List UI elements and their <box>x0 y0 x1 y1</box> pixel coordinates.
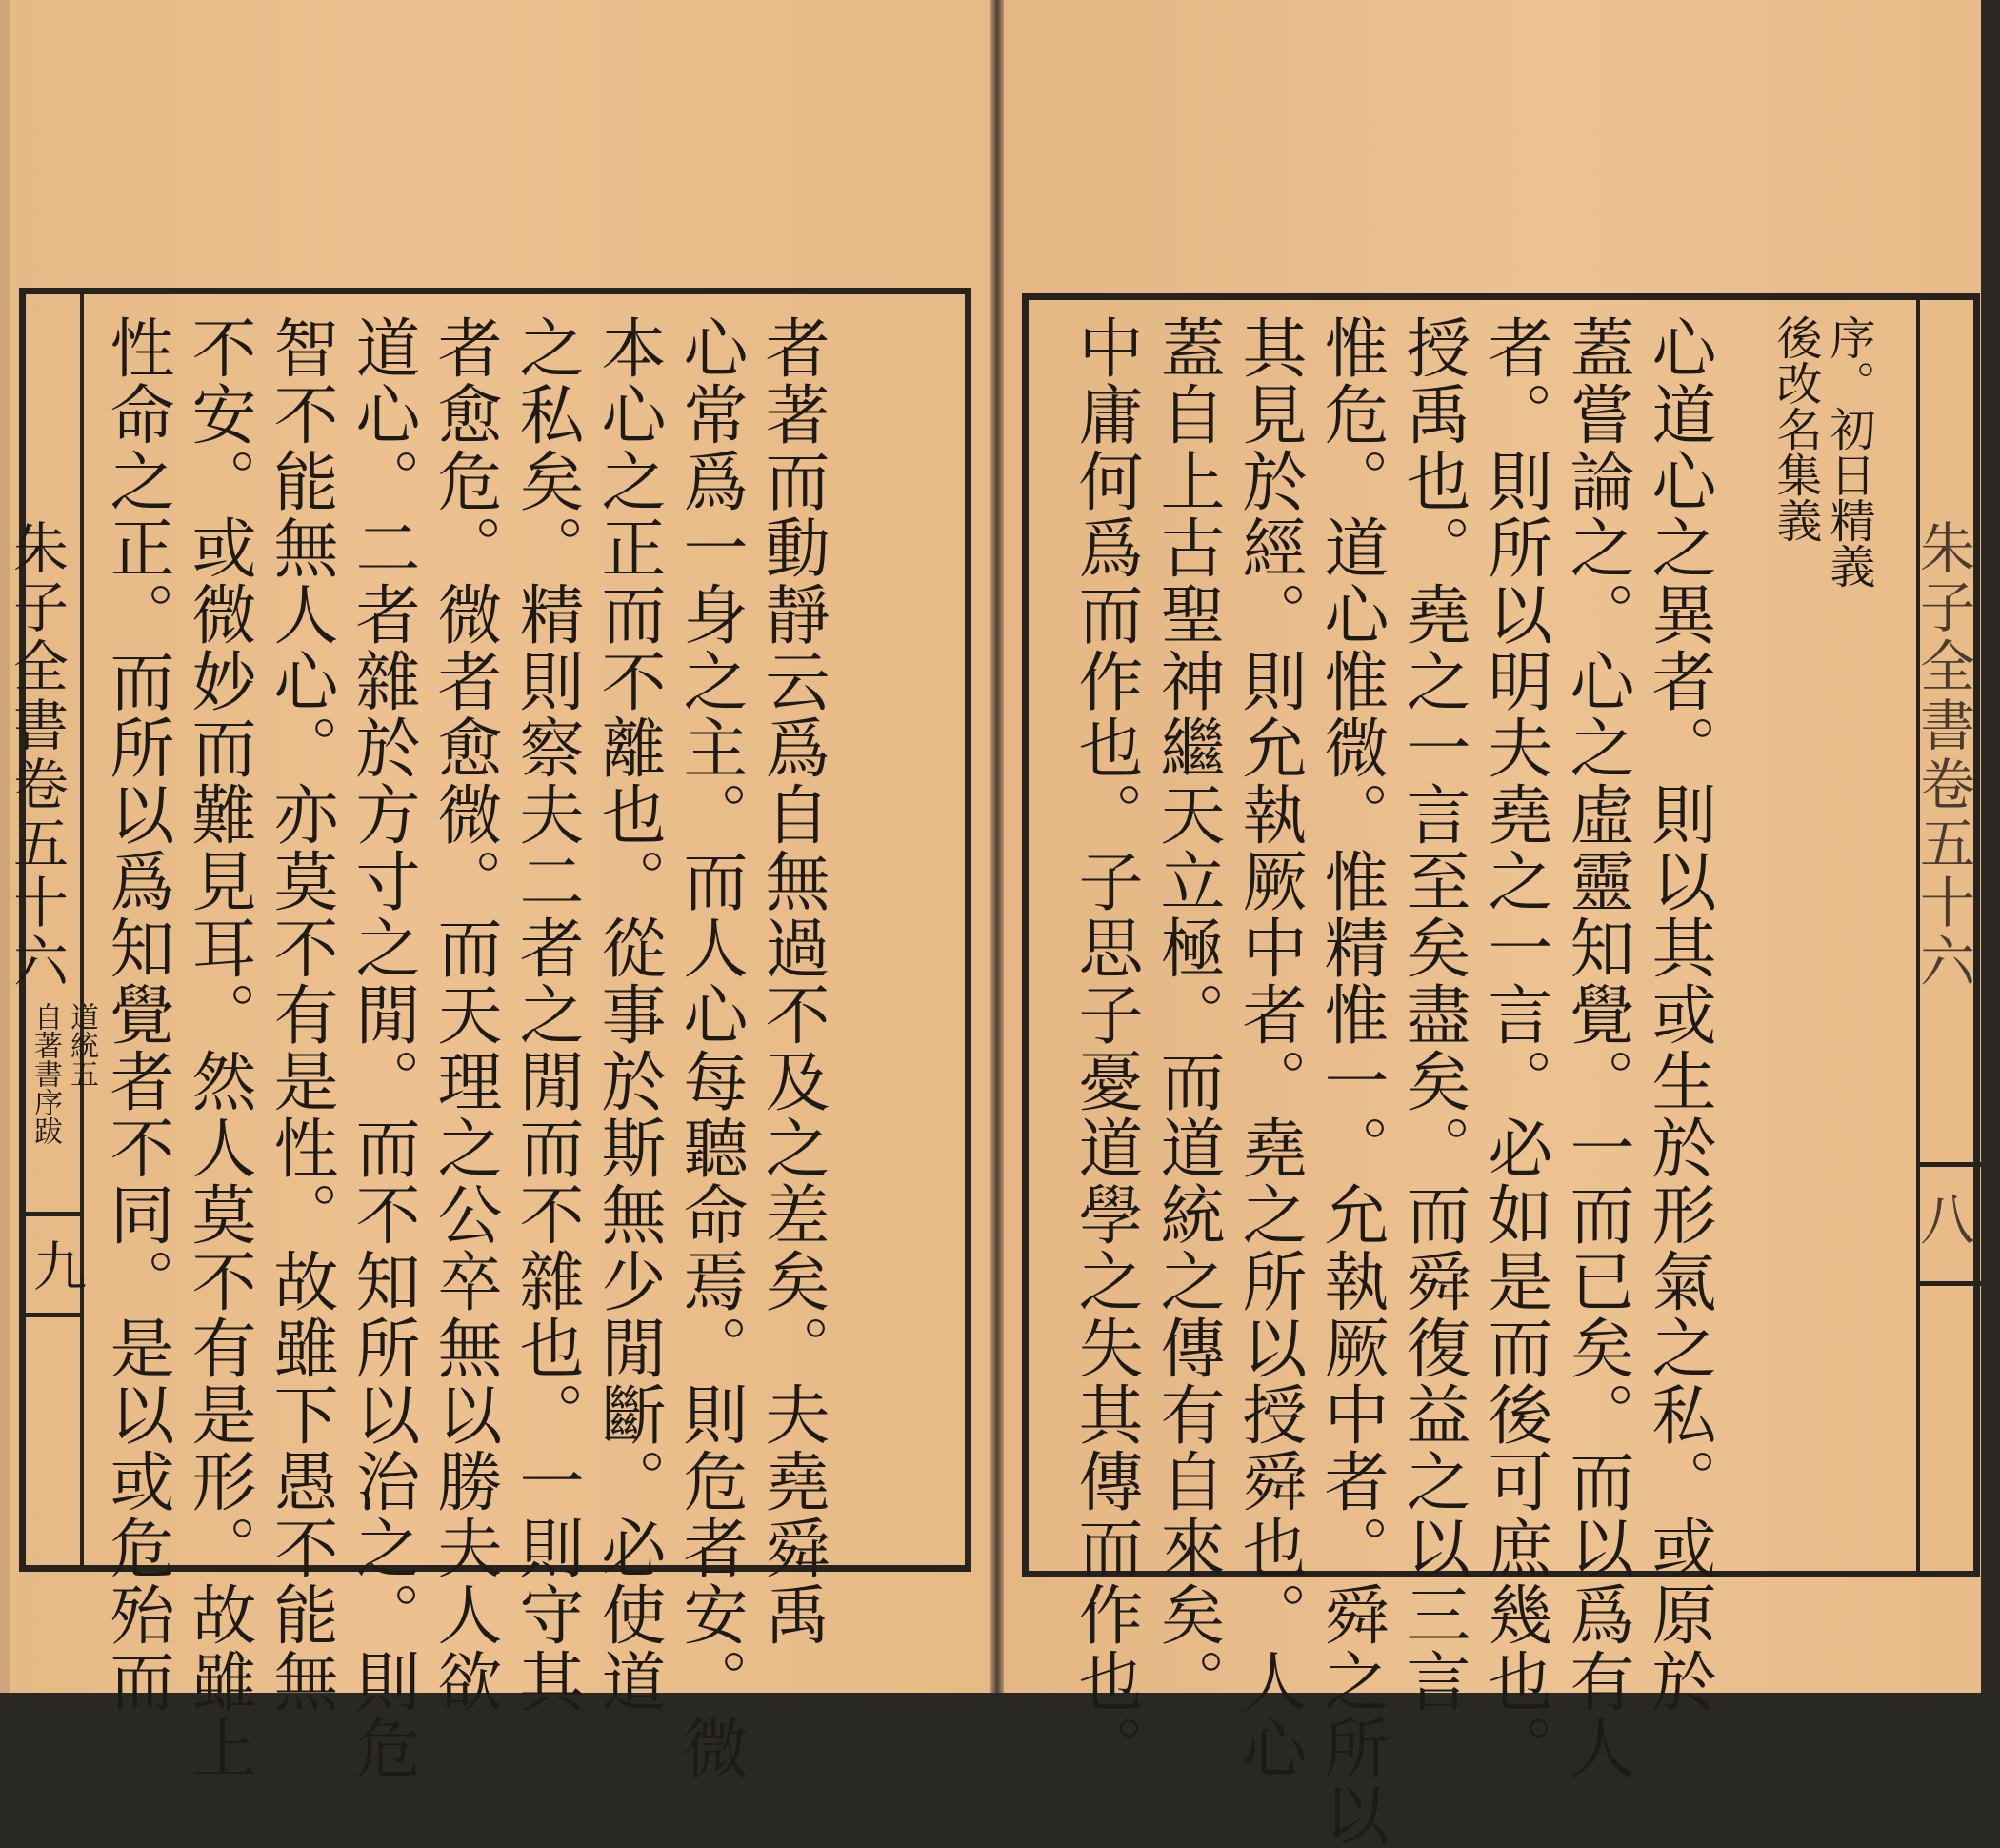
left-page-text: 者著而動靜云爲自無過不及之差矣。夫堯舜禹 心常爲一身之主。而人心每聽命焉。則危者安。微 本心之正而不離也。從事於斯無少閒斷。必使道 之私矣。精則察夫二者之閒而不雜也。一則守其 者愈危。微者愈微。而天理之公卒無以勝夫人欲 道心。二者雜於方寸之閒。而不知所以治之。則危 智不能無人心。亦莫不有是性。故雖下愚不能無 不安。或微妙而難見耳。然人莫不有是形。故雖上 性命之正。而所以爲知覺者不同。是以或危殆而 <box>99 314 830 1781</box>
right-banxin-divider <box>1920 1162 1981 1167</box>
left-banxin-subtitle: 道統五 自著書序跋 <box>29 1002 98 1145</box>
right-page-number: 八 <box>1910 1191 1975 1246</box>
left-banxin-line <box>80 288 84 1572</box>
book-gutter <box>990 0 1004 1693</box>
right-page-text: 心道心之異者。則以其或生於形氣之私。或原於 蓋嘗論之。心之虛靈知覺。一而已矣。而以爲有人 者。則所以明夫堯之一言。必如是而後可庶幾也。 授禹也。堯之一言至矣盡矣。而舜復益之以三言 惟危。道心惟微。惟精惟一。允執厥中者。舜之所以 其見於經。則允執厥中者。堯之所以授舜也。人心 蓋自上古聖神繼天立極。而道統之傳有自來矣。 中庸何爲而作也。子思子憂道學之失其傳而作也。 <box>1068 314 1716 1848</box>
right-dark-margin <box>1981 0 2000 1693</box>
left-banxin-title: 朱子全書卷五十六 <box>4 519 69 992</box>
left-page-number: 九 <box>25 1238 87 1292</box>
right-banxin-divider-2 <box>1920 1281 1981 1286</box>
right-page-note: 序。初日精義 後改名集義 <box>1769 314 1875 589</box>
left-banxin-divider <box>19 1212 80 1216</box>
right-banxin-title: 朱子全書卷五十六 <box>1910 519 1975 992</box>
